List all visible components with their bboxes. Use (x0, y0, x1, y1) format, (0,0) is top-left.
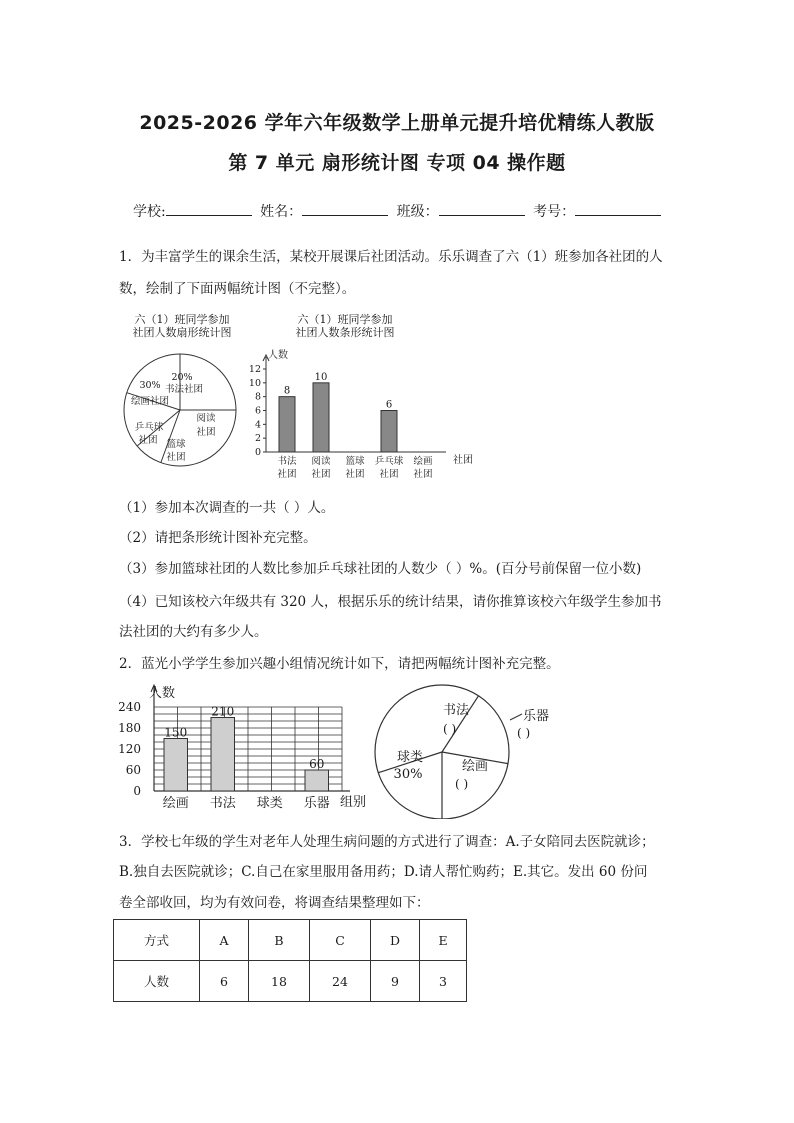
bar-value-label: 10 (314, 371, 328, 383)
q2-pie-music-leader (510, 714, 522, 720)
bar (381, 411, 397, 453)
table-cell: 9 (371, 961, 420, 1002)
q1-pie-label-pingpong-2: 社团 (138, 435, 158, 446)
bar (313, 383, 329, 452)
q1-pie-label-calligraphy-pct: 20% (171, 372, 193, 383)
name-label: 姓名： (260, 204, 303, 220)
table-cell: 6 (200, 961, 249, 1002)
y-tick-label: 12 (248, 364, 261, 375)
q2-bar-ylabel: 人数 (149, 686, 176, 701)
table-cell: B (249, 920, 310, 961)
q1-sub3: （3）参加篮球社团的人数比参加乒乓球社团的人数少（ ）%。(百分号前保留一位小数) (119, 561, 642, 577)
bar (164, 739, 188, 792)
table-cell: 24 (310, 961, 371, 1002)
bar (211, 718, 235, 792)
table-cell: A (200, 920, 249, 961)
table-row (114, 961, 467, 1002)
x-tick-label: 球类 (256, 796, 283, 810)
y-tick-label: 0 (254, 447, 261, 458)
x-tick-label: 绘画 (162, 796, 189, 810)
q1-sub1: （1）参加本次调查的一共（ ）人。 (119, 500, 335, 516)
y-tick-label: 8 (254, 391, 261, 403)
table-cell: D (371, 920, 420, 961)
class-label: 班级： (396, 204, 439, 220)
x-tick-label: 乐器 (303, 796, 330, 810)
bar-value-label: 150 (164, 725, 188, 740)
q1-pie-label-reading-1: 阅读 (196, 413, 216, 424)
exam-number-label: 考号： (533, 204, 576, 220)
q1-pie-title (122, 313, 242, 339)
x-tick-label: 社团 (311, 469, 331, 480)
bar-value-label: 8 (283, 385, 291, 397)
exam-number-blank[interactable] (575, 201, 661, 216)
q3-survey-table (113, 919, 467, 1002)
bar-value-label: 6 (385, 399, 393, 411)
q1-pie-label-calligraphy: 书法社团 (164, 384, 204, 395)
x-tick-label: 乒乓球 (374, 456, 404, 467)
x-tick-label: 书法 (209, 796, 236, 810)
q2-pie-label-ball: 球类 (396, 750, 424, 765)
q1-bar-title-line1: 六（1）班同学参加 (297, 313, 393, 326)
q1-sub2: （2）请把条形统计图补充完整。 (119, 530, 317, 546)
q1-stem-line2: 数，绘制了下面两幅统计图（不完整）。 (119, 281, 356, 297)
q2-bar-xlabel: 组别 (340, 795, 367, 810)
student-info-line (133, 201, 665, 221)
q2-pie-label-calligraphy: 书法 (442, 703, 470, 718)
q1-pie-label-painting: 绘画社团 (130, 396, 170, 407)
q1-pie-label-painting-pct: 30% (139, 380, 161, 391)
q1-bar-chart (238, 345, 488, 485)
x-tick-label: 篮球 (345, 456, 365, 467)
q1-pie-title-line1: 六（1）班同学参加 (134, 313, 230, 326)
q3-line1: 3．学校七年级的学生对老年人处理生病问题的方式进行了调查：A.子女陪同去医院就诊； (119, 834, 655, 850)
name-blank[interactable] (302, 201, 388, 216)
bar (279, 397, 295, 452)
school-label: 学校: (133, 204, 166, 220)
q1-bar-title-line2: 社团人数条形统计图 (295, 326, 395, 339)
y-tick-label: 10 (248, 377, 261, 389)
q2-stem: 2．蓝光小学学生参加兴趣小组情况统计如下，请把两幅统计图补充完整。 (119, 656, 560, 672)
table-cell: 18 (249, 961, 310, 1002)
q1-bar-xlabel: 社团 (453, 455, 473, 466)
x-tick-label: 社团 (413, 469, 433, 480)
q2-bar-chart (112, 680, 377, 810)
q1-pie-title-line2: 社团人数扇形统计图 (132, 326, 232, 339)
y-tick-label: 2 (254, 433, 261, 445)
q1-pie-label-basketball-2: 社团 (166, 452, 186, 463)
table-cell: 方式 (114, 920, 200, 961)
y-tick-label: 6 (254, 405, 261, 417)
q2-pie-chart (370, 684, 570, 819)
y-tick-label: 120 (118, 742, 141, 756)
q1-pie-label-basketball-1: 篮球 (166, 439, 186, 450)
bar (305, 770, 329, 791)
q2-pie-label-music-blank: ( ) (517, 726, 531, 740)
q2-pie-label-painting: 绘画 (461, 759, 489, 774)
q1-bar-ylabel: 人数 (268, 350, 288, 361)
school-blank[interactable] (166, 201, 252, 216)
q1-sub4-line1: （4）已知该校六年级共有 320 人，根据乐乐的统计结果，请你推算该校六年级学生参加书 (119, 594, 662, 610)
q1-pie-label-reading-2: 社团 (196, 427, 216, 438)
q2-pie-label-music: 乐器 (523, 709, 550, 724)
document-subtitle: 第 7 单元 扇形统计图 专项 04 操作题 (228, 152, 566, 174)
y-tick-label: 180 (118, 721, 141, 735)
q1-stem-line1: 1．为丰富学生的课余生活，某校开展课后社团活动。乐乐调查了六（1）班参加各社团的人 (119, 249, 663, 265)
x-tick-label: 书法 (277, 456, 297, 467)
y-tick-label: 4 (254, 419, 261, 431)
document-title: 2025-2026 学年六年级数学上册单元提升培优精练人教版 (139, 112, 655, 134)
x-tick-label: 社团 (379, 469, 399, 480)
table-cell: E (420, 920, 467, 961)
q1-bar-title (280, 313, 410, 339)
q2-pie-label-painting-blank: ( ) (455, 777, 469, 791)
bar-value-label: 210 (211, 704, 235, 719)
table-cell: 人数 (114, 961, 200, 1002)
q1-pie-chart (120, 350, 240, 470)
y-tick-label: 0 (133, 784, 141, 798)
q2-pie-label-calligraphy-blank: ( ) (443, 722, 457, 736)
table-row (114, 920, 467, 961)
y-tick-label: 60 (125, 763, 141, 777)
x-tick-label: 社团 (277, 469, 297, 480)
q1-pie-label-pingpong-1: 乒乓球 (134, 422, 164, 433)
x-tick-label: 社团 (345, 469, 365, 480)
table-cell: C (310, 920, 371, 961)
q1-sub4-line2: 法社团的大约有多少人。 (119, 624, 268, 640)
x-tick-label: 绘画 (413, 456, 433, 467)
y-tick-label: 240 (118, 700, 141, 714)
table-cell: 3 (420, 961, 467, 1002)
class-blank[interactable] (439, 201, 525, 216)
bar-value-label: 60 (309, 757, 325, 771)
q3-line2: B.独自去医院就诊；C.自己在家里服用备用药；D.请人帮忙购药；E.其它。发出 60 份问 (119, 864, 648, 880)
x-tick-label: 阅读 (311, 456, 331, 467)
q3-line3: 卷全部收回，均为有效问卷，将调查结果整理如下： (119, 895, 430, 911)
q2-pie-label-ball-pct: 30% (393, 767, 423, 782)
